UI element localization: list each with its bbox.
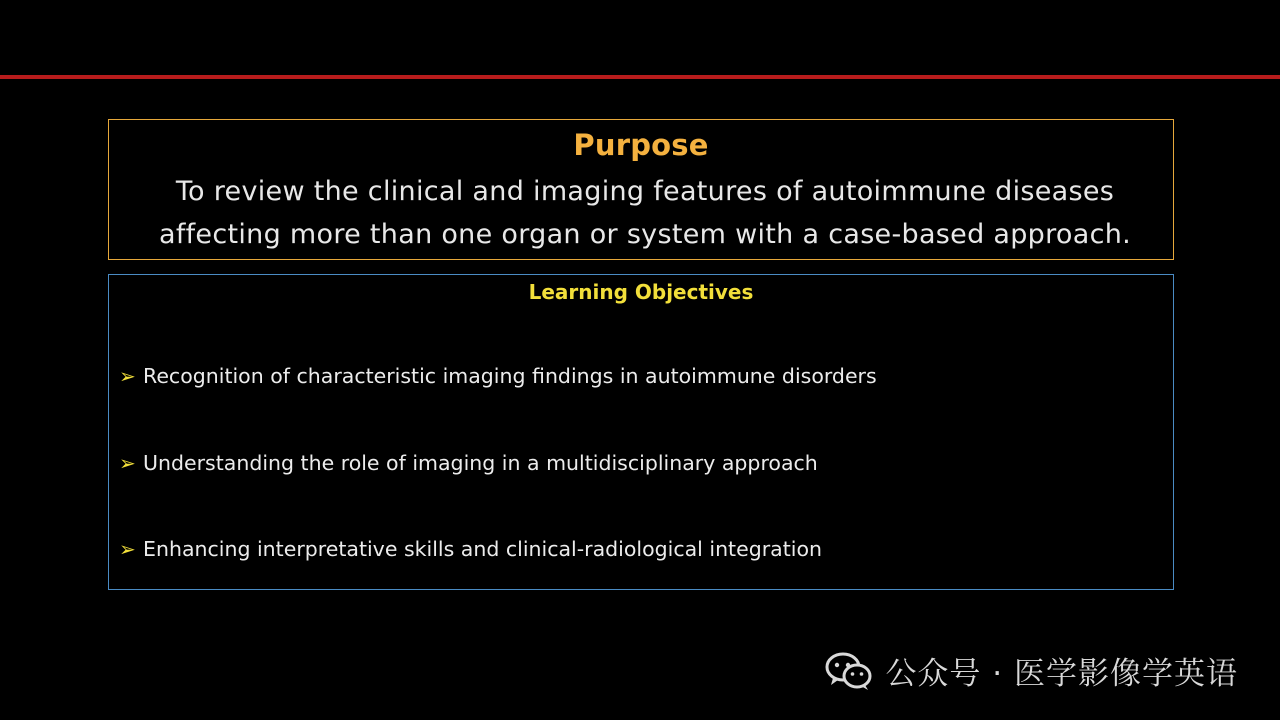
purpose-line-2: affecting more than one organ or system with a case-based approach. [158, 219, 1132, 250]
purpose-title: Purpose [573, 128, 709, 162]
wechat-icon [825, 651, 873, 691]
objectives-title: Learning Objectives [528, 280, 754, 304]
watermark-text: 公众号 · 医学影像学英语 [885, 656, 1238, 692]
arrow-bullet-icon: ➢ [119, 537, 136, 561]
purpose-line-1: To review the clinical and imaging features of autoimmune diseases [175, 176, 1115, 207]
arrow-bullet-icon: ➢ [119, 451, 136, 475]
objective-text: Recognition of characteristic imaging findings in autoimmune disorders [143, 364, 877, 388]
objective-item [119, 537, 822, 561]
learning-objectives-box [108, 274, 1174, 590]
objective-item [119, 364, 877, 388]
purpose-text [127, 170, 1163, 256]
purpose-box [108, 119, 1174, 260]
arrow-bullet-icon: ➢ [119, 364, 136, 388]
objective-text: Understanding the role of imaging in a multidisciplinary approach [143, 451, 818, 475]
header-divider [0, 75, 1280, 79]
objective-item [119, 451, 818, 475]
objective-text: Enhancing interpretative skills and clinical-radiological integration [143, 537, 822, 561]
watermark [825, 648, 1238, 693]
